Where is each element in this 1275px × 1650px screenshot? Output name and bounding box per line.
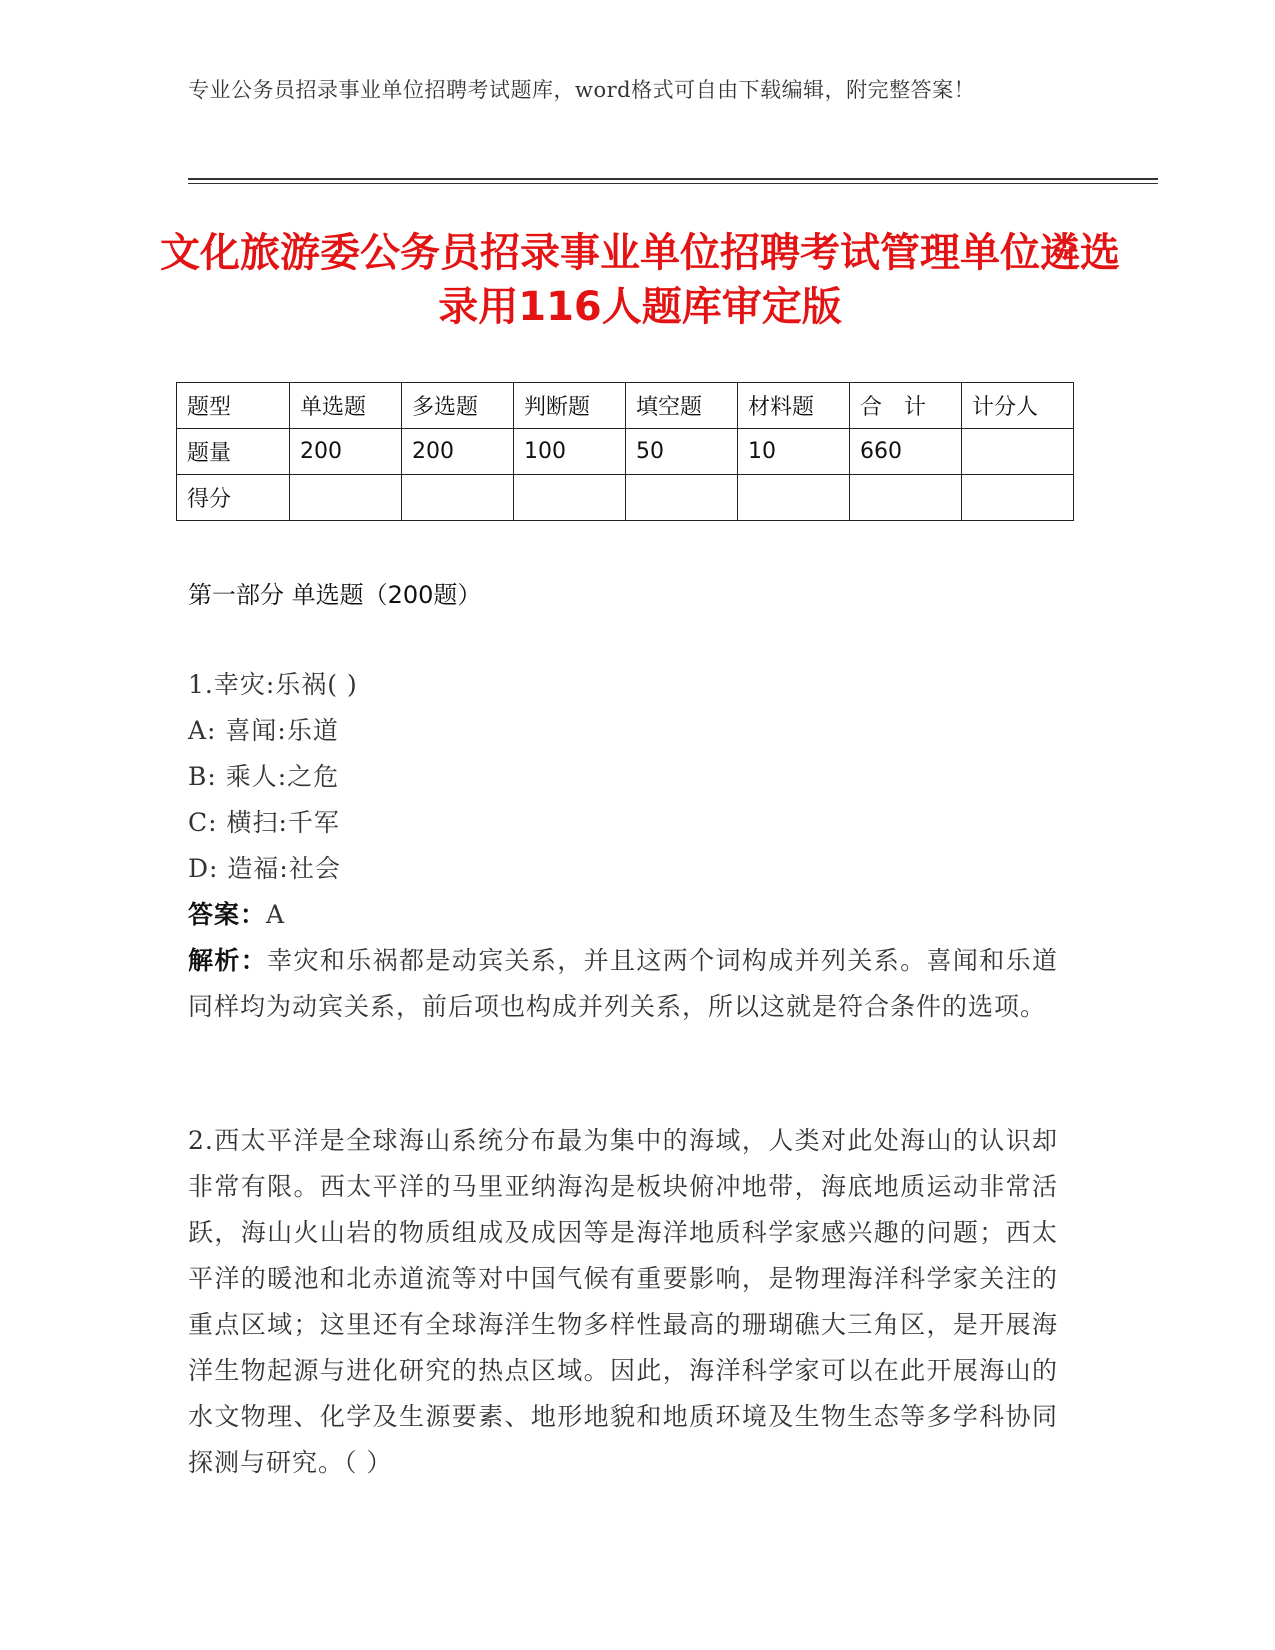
analysis-text: 幸灾和乐祸都是动宾关系，并且这两个词构成并列关系。喜闻和乐道同样均为动宾关系，前后项也构成并列关系，所以这就是符合条件的选项。 (188, 946, 1058, 1021)
question-2: 2.西太平洋是全球海山系统分布最为集中的海域，人类对此处海山的认识却非常有限。西太平洋的马里亚纳海沟是板块俯冲地带，海底地质运动非常活跃，海山火山岩的物质组成及成因等是海洋地质科学家感兴趣的问题；西太平洋的暖池和北赤道流等对中国气候有重要影响，是物理海洋科学家关注的重点区域；这里还有全球海洋生物多样性最高的珊瑚礁大三角区，是开展海洋生物起源与进化研究的热点区域。因此，海洋科学家可以在此开展海山的水文物理、化学及生源要素、地形地貌和地质环境及生物生态等多学科协同探测与研究。（ ） (188, 1126, 1058, 1477)
question-1 (188, 662, 1058, 1030)
table-cell (962, 475, 1074, 521)
table-cell (850, 475, 962, 521)
table-cell (402, 475, 514, 521)
header-rule-thick (188, 178, 1158, 180)
analysis (188, 938, 1058, 1030)
table-cell: 材料题 (738, 383, 850, 429)
table-cell: 200 (290, 429, 402, 475)
score-table-score-row (177, 475, 1074, 521)
answer-value: A (266, 900, 286, 929)
document-title: 文化旅游委公务员招录事业单位招聘考试管理单位遴选录用116人题库审定版 (160, 230, 1120, 330)
table-cell: 判断题 (514, 383, 626, 429)
table-cell (962, 429, 1074, 475)
header-rule-thin (188, 183, 1158, 184)
score-table-count-row (177, 429, 1074, 475)
option-b: B: 乘人:之危 (188, 762, 340, 791)
table-cell: 100 (514, 429, 626, 475)
score-table-header-row (177, 383, 1074, 429)
option-a: A: 喜闻:乐道 (188, 716, 339, 745)
table-cell (626, 475, 738, 521)
table-cell: 50 (626, 429, 738, 475)
table-cell (514, 475, 626, 521)
analysis-label: 解析： (188, 946, 268, 975)
table-cell: 得分 (177, 475, 290, 521)
option-d: D: 造福:社会 (188, 854, 341, 883)
score-table (176, 382, 1074, 521)
table-cell: 填空题 (626, 383, 738, 429)
table-cell: 200 (402, 429, 514, 475)
answer-label: 答案： (188, 900, 267, 929)
header-note: 专业公务员招录事业单位招聘考试题库，word格式可自由下载编辑，附完整答案！ (188, 78, 976, 102)
section-title: 第一部分 单选题（200题） (188, 581, 482, 609)
table-cell: 计分人 (962, 383, 1074, 429)
table-cell: 10 (738, 429, 850, 475)
option-c: C: 横扫:千军 (188, 808, 340, 837)
table-cell: 题量 (177, 429, 290, 475)
table-cell: 多选题 (402, 383, 514, 429)
answer-line (188, 892, 1058, 938)
table-cell (290, 475, 402, 521)
table-cell (738, 475, 850, 521)
table-cell: 单选题 (290, 383, 402, 429)
table-cell: 660 (850, 429, 962, 475)
table-cell: 题型 (177, 383, 290, 429)
question-stem: 1.幸灾:乐祸( ) (188, 670, 358, 699)
table-cell: 合 计 (850, 383, 962, 429)
